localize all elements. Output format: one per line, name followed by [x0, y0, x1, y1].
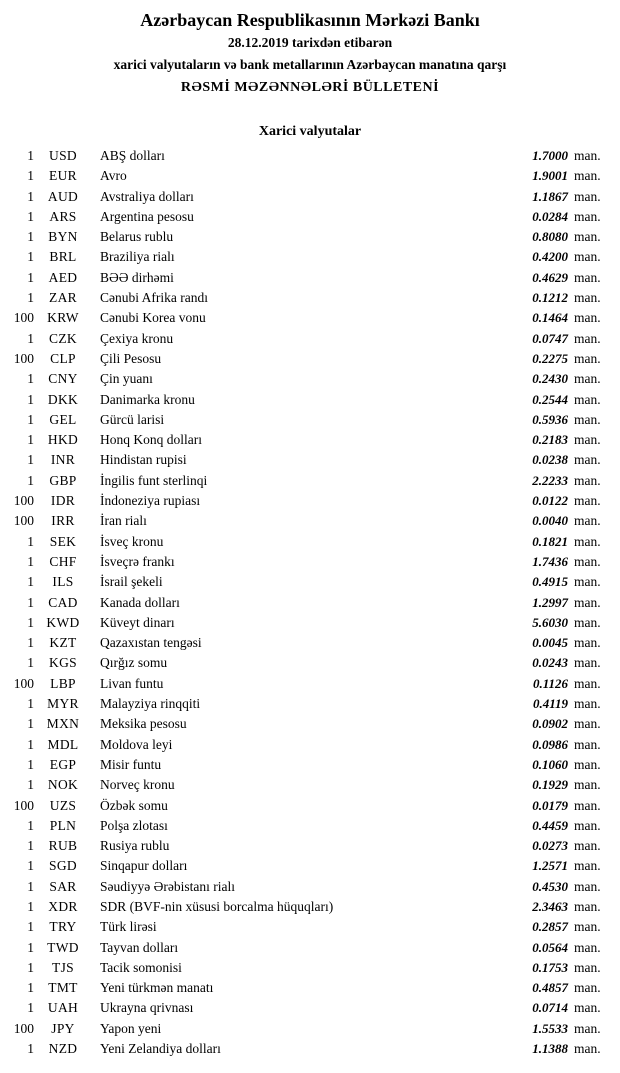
unit-cell: man.	[574, 188, 601, 204]
currency-name-cell: Danimarka kronu	[100, 391, 195, 407]
currency-name-cell: Argentina pesosu	[100, 208, 194, 224]
currency-name-cell: Çili Pesosu	[100, 350, 162, 366]
quantity-cell: 1	[27, 736, 34, 752]
currency-name-cell: Avstraliya dolları	[100, 188, 194, 204]
quantity-cell: 100	[13, 493, 34, 509]
quantity-cell: 1	[27, 290, 34, 306]
currency-code-cell: CZK	[49, 330, 77, 346]
rate-value-cell: 0.1929	[532, 777, 568, 793]
rate-row	[0, 633, 620, 653]
currency-name-cell: Yapon yeni	[100, 1020, 162, 1036]
currency-code-cell: RUB	[48, 838, 78, 854]
unit-cell: man.	[574, 391, 601, 407]
quantity-cell: 100	[13, 513, 34, 529]
rate-value-cell: 0.4459	[532, 817, 568, 833]
quantity-cell: 1	[27, 148, 34, 163]
unit-cell: man.	[574, 290, 601, 306]
unit-cell: man.	[574, 959, 601, 975]
quantity-cell: 1	[27, 168, 34, 184]
rate-row	[0, 917, 620, 937]
rate-value-cell: 0.0238	[532, 452, 568, 468]
rate-value-cell: 2.3463	[532, 898, 568, 914]
currency-name-cell: Tacik somonisi	[100, 959, 182, 975]
rate-row	[0, 593, 620, 613]
unit-cell: man.	[574, 513, 601, 529]
rate-value-cell: 0.0040	[532, 513, 568, 529]
currency-code-cell: INR	[50, 452, 76, 468]
rate-value-cell: 0.0284	[532, 208, 568, 224]
unit-cell: man.	[574, 452, 601, 468]
currency-code-cell: AED	[48, 269, 78, 285]
currency-name-cell: İsrail şekeli	[100, 574, 163, 590]
rate-row	[0, 450, 620, 470]
currency-name-cell: Qırğız somu	[100, 655, 168, 671]
rate-value-cell: 1.5533	[532, 1020, 568, 1036]
currency-code-cell: IRR	[51, 513, 75, 529]
quantity-cell: 1	[27, 980, 34, 996]
currency-name-cell: Rusiya rublu	[100, 838, 170, 854]
unit-cell: man.	[574, 614, 601, 630]
currency-name-cell: Tayvan dolları	[100, 939, 179, 955]
currency-name-cell: Honq Konq dolları	[100, 432, 202, 448]
quantity-cell: 1	[27, 249, 34, 265]
rate-row	[0, 978, 620, 998]
currency-code-cell: EGP	[49, 756, 77, 772]
rate-row	[0, 187, 620, 207]
unit-cell: man.	[574, 574, 601, 590]
rate-value-cell: 0.0902	[532, 716, 568, 732]
quantity-cell: 1	[27, 208, 34, 224]
rate-value-cell: 0.0179	[532, 797, 568, 813]
rate-value-cell: 0.2857	[532, 919, 568, 935]
quantity-cell: 1	[27, 553, 34, 569]
unit-cell: man.	[574, 736, 601, 752]
currency-name-cell: Moldova leyi	[100, 736, 173, 752]
currency-code-cell: NOK	[47, 777, 79, 793]
currency-code-cell: SEK	[49, 533, 77, 549]
rate-value-cell: 0.0986	[532, 736, 568, 752]
currency-code-cell: KRW	[47, 310, 79, 326]
currency-name-cell: Kanada dolları	[100, 594, 180, 610]
quantity-cell: 100	[13, 797, 34, 813]
unit-cell: man.	[574, 249, 601, 265]
rate-value-cell: 0.4857	[532, 980, 568, 996]
currency-name-cell: Malayziya rinqqiti	[100, 696, 201, 712]
rate-row	[0, 775, 620, 795]
rate-row	[0, 349, 620, 369]
currency-code-cell: KZT	[49, 635, 77, 651]
quantity-cell: 1	[27, 838, 34, 854]
unit-cell: man.	[574, 330, 601, 346]
unit-cell: man.	[574, 756, 601, 772]
rate-value-cell: 0.4530	[532, 878, 568, 894]
rate-value-cell: 0.1126	[532, 675, 568, 691]
currency-code-cell: BRL	[49, 249, 77, 265]
bulletin-subtitle: xarici valyutaların və bank metallarının Azərbaycan manatına qarşı	[113, 57, 507, 72]
bank-title: Azərbaycan Respublikasının Mərkəzi Bankı	[140, 10, 480, 30]
currency-name-cell: ABŞ dolları	[100, 148, 165, 163]
currency-name-cell: İndoneziya rupiası	[100, 493, 201, 509]
rate-row	[0, 856, 620, 876]
quantity-cell: 1	[27, 574, 34, 590]
currency-name-cell: Avro	[100, 168, 127, 184]
rate-value-cell: 1.1867	[532, 188, 568, 204]
unit-cell: man.	[574, 675, 601, 691]
currency-name-cell: Sinqapur dolları	[100, 858, 188, 874]
currency-code-cell: KWD	[46, 614, 80, 630]
rate-value-cell: 0.1212	[532, 290, 568, 306]
quantity-cell: 100	[13, 1020, 34, 1036]
quantity-cell: 1	[27, 188, 34, 204]
currency-name-cell: Səudiyyə Ərəbistanı rialı	[100, 878, 235, 894]
quantity-cell: 1	[27, 716, 34, 732]
unit-cell: man.	[574, 148, 601, 163]
quantity-cell: 1	[27, 452, 34, 468]
unit-cell: man.	[574, 858, 601, 874]
unit-cell: man.	[574, 817, 601, 833]
rate-value-cell: 5.6030	[532, 614, 568, 630]
effective-date: 28.12.2019 tarixdən etibarən	[227, 35, 393, 50]
currency-name-cell: Cənubi Korea vonu	[100, 310, 206, 326]
quantity-cell: 1	[27, 919, 34, 935]
rate-value-cell: 0.2544	[532, 391, 568, 407]
rate-row	[0, 288, 620, 308]
unit-cell: man.	[574, 898, 601, 914]
currency-name-cell: İngilis funt sterlinqi	[100, 472, 208, 488]
unit-cell: man.	[574, 939, 601, 955]
bulletin-title: RƏSMİ MƏZƏNNƏLƏRİ BÜLLETENİ	[180, 80, 440, 95]
rate-row	[0, 247, 620, 267]
unit-cell: man.	[574, 229, 601, 245]
unit-cell: man.	[574, 493, 601, 509]
rate-value-cell: 0.0122	[532, 493, 568, 509]
currency-name-cell: Meksika pesosu	[100, 716, 187, 732]
unit-cell: man.	[574, 553, 601, 569]
currency-name-cell: Norveç kronu	[100, 777, 175, 793]
quantity-cell: 1	[27, 432, 34, 448]
unit-cell: man.	[574, 1020, 601, 1036]
currency-name-cell: BƏƏ dirhəmi	[100, 269, 174, 285]
rate-row	[0, 369, 620, 389]
currency-code-cell: CNY	[48, 371, 78, 387]
rate-value-cell: 1.1388	[532, 1041, 568, 1057]
rate-row	[0, 390, 620, 410]
currency-name-cell: Gürcü larisi	[100, 411, 165, 427]
unit-cell: man.	[574, 655, 601, 671]
rate-value-cell: 0.1821	[532, 533, 568, 549]
bulletin-header	[0, 8, 620, 100]
currency-code-cell: IDR	[50, 493, 76, 509]
currency-name-cell: Çin yuanı	[100, 371, 153, 387]
exchange-rates-table	[0, 146, 620, 1059]
currency-name-cell: İsveçrə frankı	[100, 553, 175, 569]
rate-value-cell: 0.2183	[532, 432, 568, 448]
currency-code-cell: CHF	[49, 553, 77, 569]
currency-name-cell: Misir funtu	[100, 756, 162, 772]
rate-row	[0, 511, 620, 531]
currency-code-cell: JPY	[51, 1020, 75, 1036]
quantity-cell: 1	[27, 777, 34, 793]
rate-value-cell: 1.7436	[532, 553, 568, 569]
currency-name-cell: Türk lirəsi	[100, 919, 157, 935]
rate-row	[0, 227, 620, 247]
currency-code-cell: KGS	[49, 655, 77, 671]
rate-value-cell: 0.0747	[532, 330, 568, 346]
unit-cell: man.	[574, 980, 601, 996]
currency-code-cell: AUD	[47, 188, 79, 204]
rate-row	[0, 430, 620, 450]
currency-code-cell: BYN	[48, 229, 78, 245]
currency-code-cell: TJS	[52, 959, 74, 975]
rate-value-cell: 0.4915	[532, 574, 568, 590]
unit-cell: man.	[574, 696, 601, 712]
rate-value-cell: 1.7000	[532, 148, 568, 163]
rate-value-cell: 0.8080	[532, 229, 568, 245]
rate-row	[0, 816, 620, 836]
rate-value-cell: 0.0564	[532, 939, 568, 955]
quantity-cell: 1	[27, 1041, 34, 1057]
unit-cell: man.	[574, 919, 601, 935]
currency-name-cell: Qazaxıstan tengəsi	[100, 635, 202, 651]
rate-row	[0, 308, 620, 328]
rate-row	[0, 329, 620, 349]
section-title-foreign-currencies: Xarici valyutalar	[258, 124, 362, 139]
rate-row	[0, 897, 620, 917]
currency-code-cell: MXN	[46, 716, 80, 732]
currency-name-cell: Çexiya kronu	[100, 330, 174, 346]
unit-cell: man.	[574, 432, 601, 448]
currency-name-cell: Yeni türkmən manatı	[100, 980, 214, 996]
quantity-cell: 1	[27, 472, 34, 488]
quantity-cell: 1	[27, 533, 34, 549]
quantity-cell: 1	[27, 878, 34, 894]
currency-code-cell: UAH	[47, 1000, 79, 1016]
quantity-cell: 1	[27, 939, 34, 955]
quantity-cell: 1	[27, 1000, 34, 1016]
rate-value-cell: 1.9001	[532, 168, 568, 184]
currency-code-cell: DKK	[47, 391, 79, 407]
rate-row	[0, 836, 620, 856]
rate-row	[0, 653, 620, 673]
quantity-cell: 1	[27, 817, 34, 833]
unit-cell: man.	[574, 838, 601, 854]
quantity-cell: 1	[27, 858, 34, 874]
currency-name-cell: Küveyt dinarı	[100, 614, 175, 630]
currency-name-cell: Özbək somu	[100, 797, 168, 813]
rate-row	[0, 410, 620, 430]
quantity-cell: 1	[27, 655, 34, 671]
unit-cell: man.	[574, 878, 601, 894]
unit-cell: man.	[574, 310, 601, 326]
unit-cell: man.	[574, 1000, 601, 1016]
currency-name-cell: Polşa zlotası	[100, 817, 168, 833]
quantity-cell: 1	[27, 411, 34, 427]
quantity-cell: 1	[27, 391, 34, 407]
rate-row	[0, 694, 620, 714]
rate-value-cell: 0.2430	[532, 371, 568, 387]
rate-value-cell: 0.4629	[532, 269, 568, 285]
rate-value-cell: 0.4200	[532, 249, 568, 265]
rate-value-cell: 1.2571	[532, 858, 568, 874]
quantity-cell: 1	[27, 898, 34, 914]
quantity-cell: 1	[27, 756, 34, 772]
quantity-cell: 100	[13, 310, 34, 326]
rate-value-cell: 0.0243	[532, 655, 568, 671]
unit-cell: man.	[574, 1041, 601, 1057]
currency-code-cell: GEL	[49, 411, 77, 427]
unit-cell: man.	[574, 411, 601, 427]
currency-name-cell: Livan funtu	[100, 675, 164, 691]
currency-code-cell: EUR	[49, 168, 77, 184]
currency-name-cell: İsveç kronu	[100, 533, 164, 549]
rate-row	[0, 268, 620, 288]
rate-value-cell: 0.2275	[532, 350, 568, 366]
currency-code-cell: SGD	[49, 858, 77, 874]
rate-row	[0, 755, 620, 775]
currency-code-cell: ARS	[49, 208, 77, 224]
rate-row	[0, 491, 620, 511]
currency-code-cell: CAD	[48, 594, 78, 610]
rate-value-cell: 0.0273	[532, 838, 568, 854]
quantity-cell: 1	[27, 269, 34, 285]
quantity-cell: 1	[27, 635, 34, 651]
currency-code-cell: NZD	[48, 1041, 78, 1057]
rate-value-cell: 0.5936	[532, 411, 568, 427]
unit-cell: man.	[574, 716, 601, 732]
quantity-cell: 1	[27, 614, 34, 630]
rate-value-cell: 1.2997	[532, 594, 568, 610]
rate-row	[0, 166, 620, 186]
currency-name-cell: İran rialı	[100, 513, 147, 529]
rate-row	[0, 958, 620, 978]
unit-cell: man.	[574, 371, 601, 387]
currency-code-cell: MDL	[47, 736, 79, 752]
rate-row	[0, 572, 620, 592]
currency-code-cell: TRY	[49, 919, 77, 935]
currency-code-cell: LBP	[50, 675, 76, 691]
quantity-cell: 100	[13, 350, 34, 366]
currency-code-cell: SAR	[49, 878, 77, 894]
rate-row	[0, 938, 620, 958]
rate-value-cell: 0.0714	[532, 1000, 568, 1016]
rate-row	[0, 1039, 620, 1059]
quantity-cell: 1	[27, 959, 34, 975]
rate-row	[0, 674, 620, 694]
rate-row	[0, 714, 620, 734]
unit-cell: man.	[574, 797, 601, 813]
currency-code-cell: USD	[49, 148, 77, 163]
rate-row	[0, 998, 620, 1018]
unit-cell: man.	[574, 533, 601, 549]
currency-code-cell: TMT	[48, 980, 78, 996]
currency-code-cell: TWD	[47, 939, 79, 955]
rate-row	[0, 613, 620, 633]
rate-row	[0, 735, 620, 755]
currency-code-cell: PLN	[49, 817, 77, 833]
currency-name-cell: Yeni Zelandiya dolları	[100, 1041, 221, 1057]
currency-name-cell: Braziliya rialı	[100, 249, 175, 265]
unit-cell: man.	[574, 777, 601, 793]
currency-code-cell: GBP	[49, 472, 77, 488]
quantity-cell: 1	[27, 594, 34, 610]
currency-code-cell: XDR	[48, 898, 78, 914]
rate-row	[0, 207, 620, 227]
quantity-cell: 100	[13, 675, 34, 691]
unit-cell: man.	[574, 269, 601, 285]
quantity-cell: 1	[27, 371, 34, 387]
unit-cell: man.	[574, 594, 601, 610]
rate-value-cell: 0.1753	[532, 959, 568, 975]
unit-cell: man.	[574, 635, 601, 651]
currency-name-cell: Hindistan rupisi	[100, 452, 187, 468]
rate-value-cell: 0.0045	[532, 635, 568, 651]
unit-cell: man.	[574, 472, 601, 488]
currency-code-cell: HKD	[47, 432, 79, 448]
rate-row	[0, 146, 620, 166]
unit-cell: man.	[574, 208, 601, 224]
rate-row	[0, 552, 620, 572]
currency-code-cell: ILS	[52, 574, 74, 590]
currency-name-cell: Belarus rublu	[100, 229, 174, 245]
quantity-cell: 1	[27, 229, 34, 245]
rate-row	[0, 796, 620, 816]
currency-code-cell: MYR	[47, 696, 79, 712]
currency-name-cell: Cənubi Afrika randı	[100, 290, 208, 306]
currency-code-cell: CLP	[50, 350, 76, 366]
unit-cell: man.	[574, 168, 601, 184]
currency-code-cell: ZAR	[49, 290, 77, 306]
rate-row	[0, 532, 620, 552]
unit-cell: man.	[574, 350, 601, 366]
rate-value-cell: 0.4119	[532, 696, 568, 712]
quantity-cell: 1	[27, 330, 34, 346]
currency-name-cell: SDR (BVF-nin xüsusi borcalma hüquqları)	[100, 898, 334, 914]
rate-value-cell: 0.1464	[532, 310, 568, 326]
rate-row	[0, 877, 620, 897]
rate-row	[0, 1019, 620, 1039]
rate-value-cell: 0.1060	[532, 756, 568, 772]
rate-row	[0, 471, 620, 491]
quantity-cell: 1	[27, 696, 34, 712]
rate-value-cell: 2.2233	[532, 472, 568, 488]
currency-code-cell: UZS	[49, 797, 77, 813]
currency-name-cell: Ukrayna qrivnası	[100, 1000, 194, 1016]
